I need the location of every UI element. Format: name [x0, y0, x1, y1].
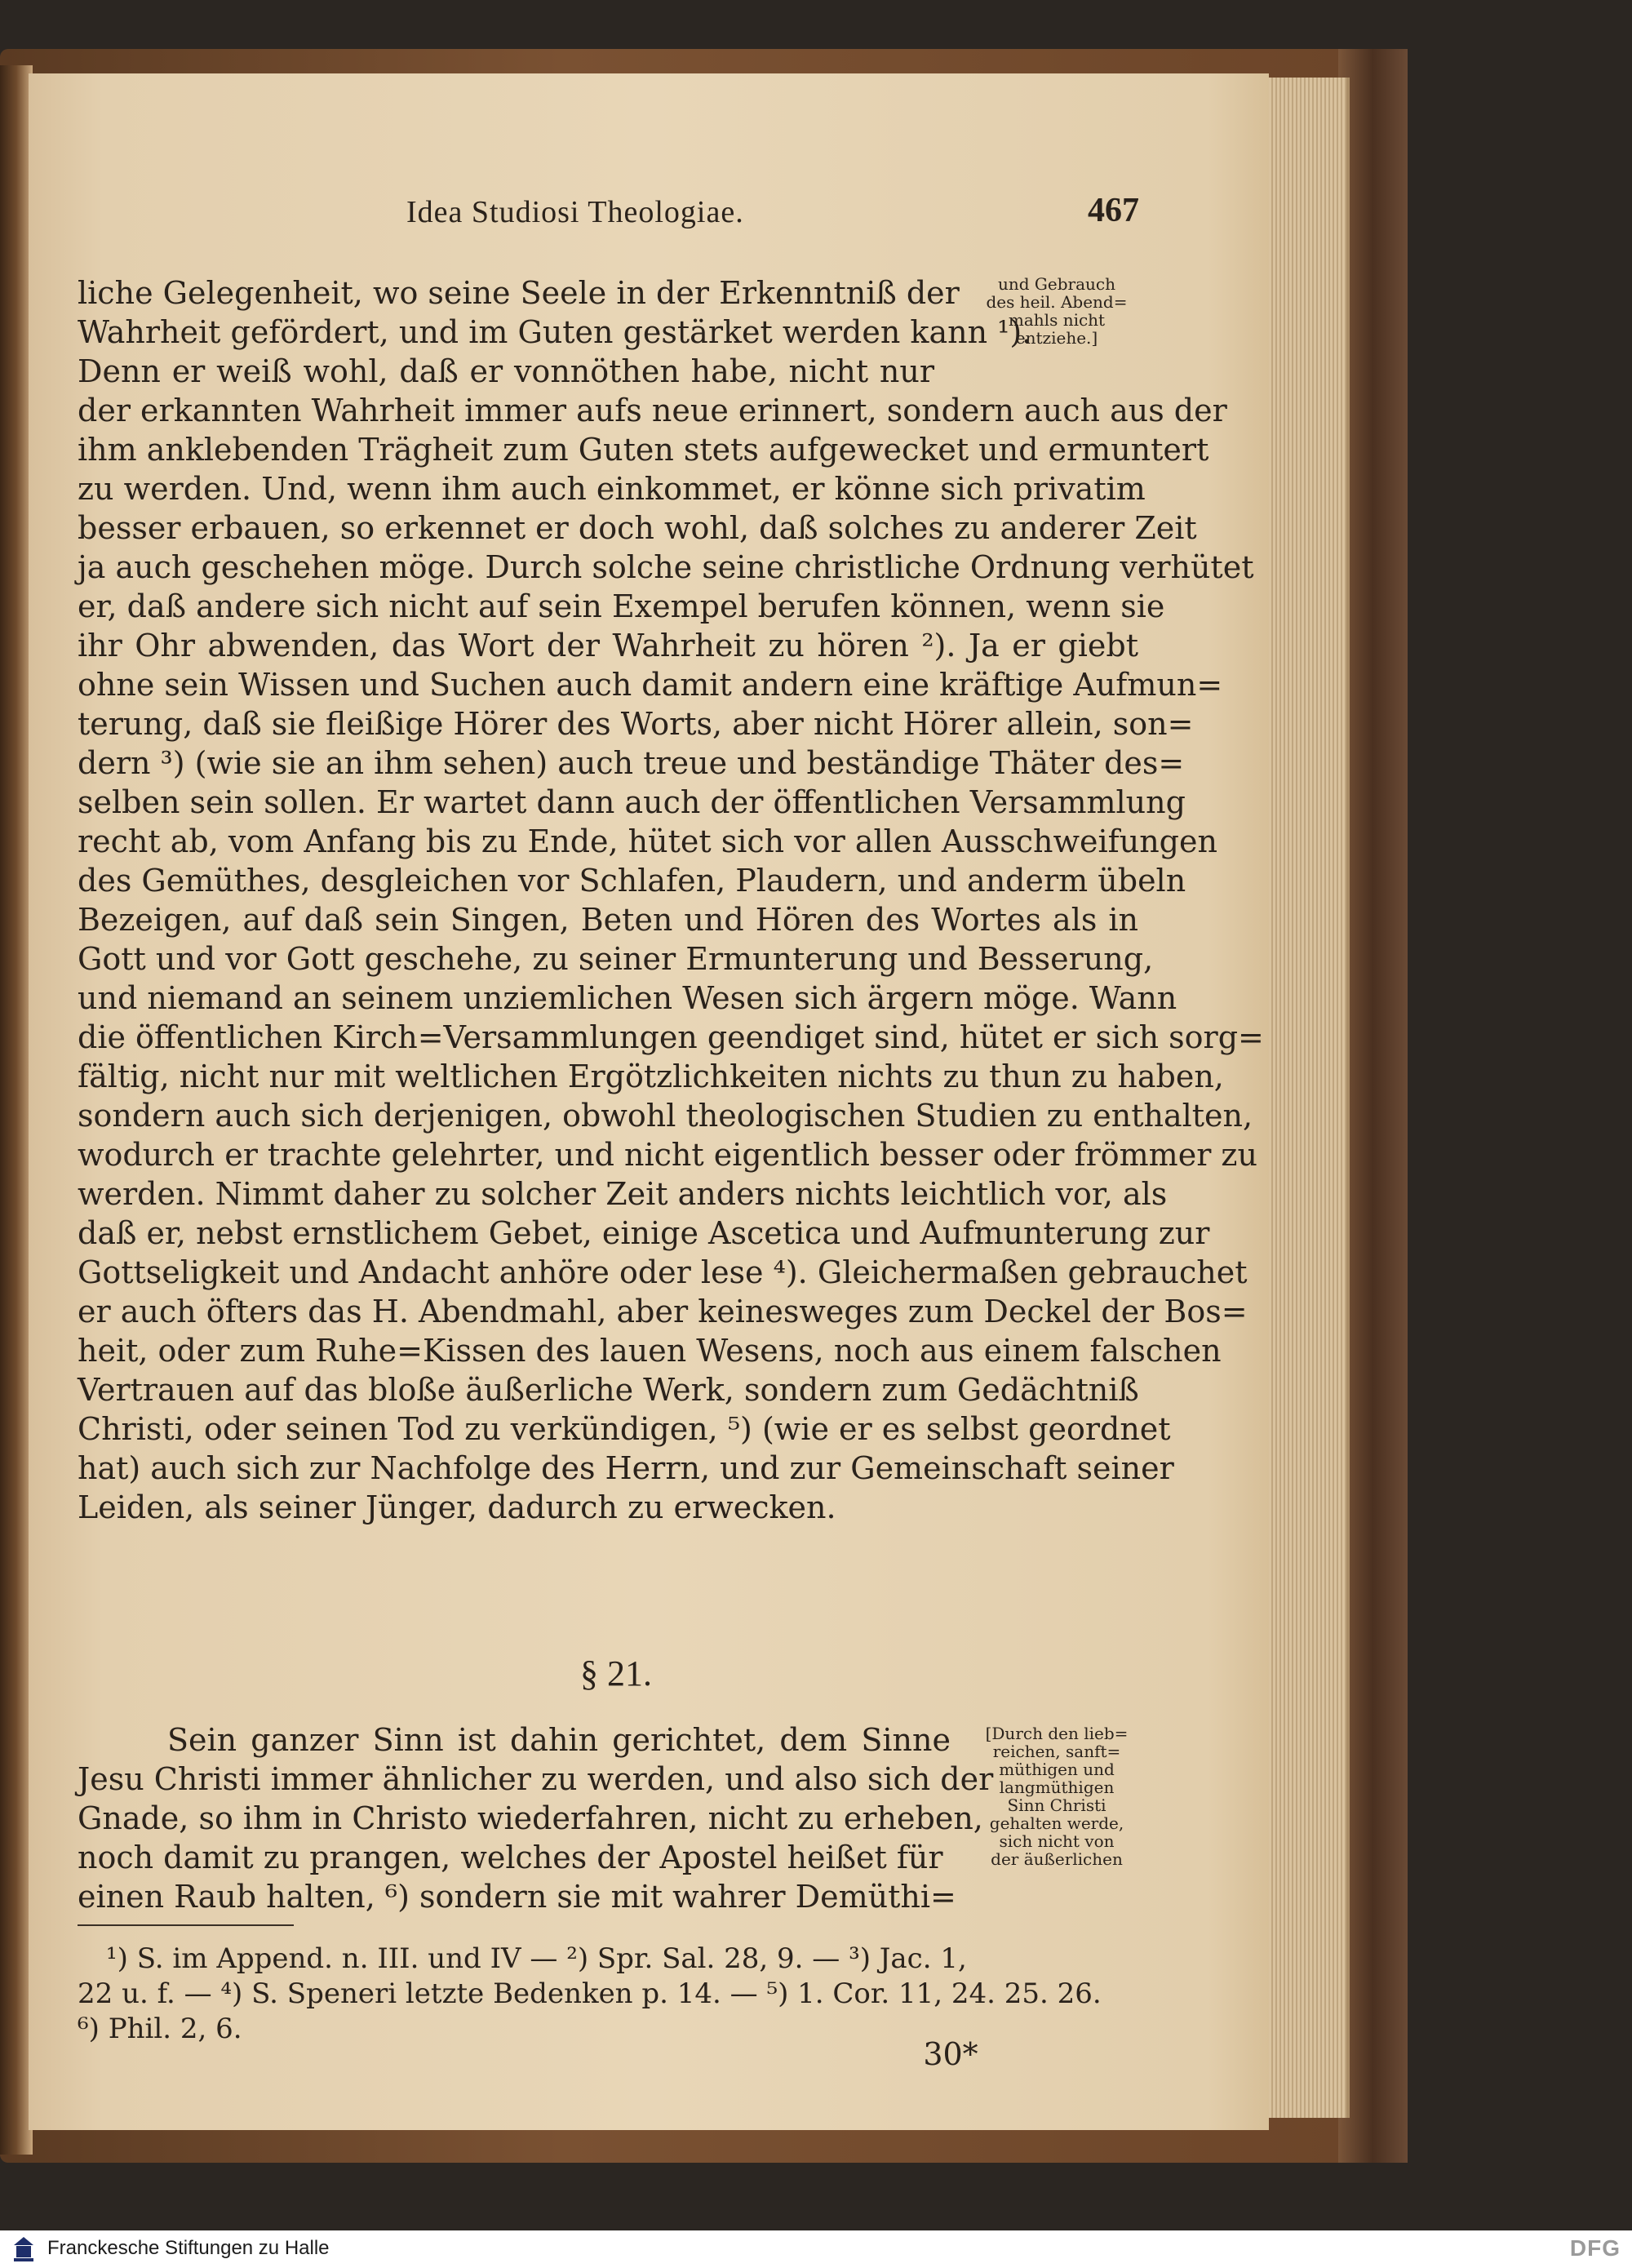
footer-institution: Franckesche Stiftungen zu Halle [47, 2237, 330, 2259]
body-line: sondern auch sich derjenigen, obwohl theologischen Studien zu enthalten, [78, 1098, 1253, 1134]
margin-note-1 [967, 275, 1146, 347]
body-line: Christi, oder seinen Tod zu verkündigen, ⁵) (wie er es selbst geordnet [78, 1411, 1171, 1447]
page-edges [1257, 78, 1350, 2118]
footnote-rule [78, 1924, 294, 1926]
margin-note-line: Sinn Christi [1007, 1795, 1106, 1815]
body-line: ja auch geschehen möge. Durch solche seine christliche Ordnung verhütet [78, 549, 1254, 585]
section-line: Jesu Christi immer ähnlicher zu werden, und also sich der [78, 1761, 994, 1797]
section-heading: § 21. [580, 1653, 652, 1693]
body-line: Vertrauen auf das bloße äußerliche Werk, sondern zum Gedächtniß [78, 1372, 1139, 1408]
footnote-line: ⁶) Phil. 2, 6. [78, 2013, 242, 2045]
body-line: Gott und vor Gott geschehe, zu seiner Ermunterung und Besserung, [78, 941, 1154, 977]
body-line: recht ab, vom Anfang bis zu Ende, hütet sich vor allen Ausschweifungen [78, 823, 1217, 859]
margin-note-line: langmüthigen [999, 1778, 1115, 1797]
margin-note-line: und Gebrauch [998, 274, 1115, 294]
body-line: der erkannten Wahrheit immer aufs neue erinnert, sondern auch aus der [78, 393, 1227, 428]
running-head [406, 188, 1139, 237]
body-line: besser erbauen, so erkennet er doch wohl, daß solches zu anderer Zeit [78, 510, 1197, 546]
margin-note-line: mahls nicht [1008, 310, 1106, 330]
section-line: noch damit zu prangen, welches der Apostel heißet für [78, 1840, 943, 1875]
viewer-footer [0, 2230, 1632, 2268]
body-line: Leiden, als seiner Jünger, dadurch zu erwecken. [78, 1489, 836, 1525]
body-line: ihr Ohr abwenden, das Wort der Wahrheit zu hören ²). Ja er giebt [78, 628, 1138, 664]
body-line: wodurch er trachte gelehrter, und nicht eigentlich besser oder frömmer zu [78, 1137, 1257, 1173]
body-line: Wahrheit gefördert, und im Guten gestärket werden kann ¹). [78, 314, 1032, 350]
margin-note-line: gehalten werde, [989, 1813, 1124, 1833]
running-head-title: Idea Studiosi Theologiae. [406, 195, 744, 229]
body-line: daß er, nebst ernstlichem Gebet, einige Ascetica und Aufmunterung zur [78, 1215, 1210, 1251]
section-line: Sein ganzer Sinn ist dahin gerichtet, dem Sinne [167, 1722, 951, 1758]
margin-note-line: sich nicht von [999, 1831, 1115, 1851]
body-line: er, daß andere sich nicht auf sein Exempel berufen können, wenn sie [78, 588, 1165, 624]
book-spine [0, 65, 33, 2155]
page-number: 467 [1088, 192, 1139, 229]
margin-note-line: [Durch den lieb= [985, 1724, 1129, 1743]
body-line: heit, oder zum Ruhe=Kissen des lauen Wesens, noch aus einem falschen [78, 1333, 1222, 1369]
body-line: des Gemüthes, desgleichen vor Schlafen, Plaudern, und anderm übeln [78, 863, 1186, 899]
body-line: liche Gelegenheit, wo seine Seele in der Erkenntniß der [78, 275, 960, 311]
body-line: selben sein sollen. Er wartet dann auch der öffentlichen Versammlung [78, 784, 1186, 820]
body-line: ihm anklebenden Trägheit zum Guten stets aufgewecket und ermuntert [78, 432, 1209, 468]
institution-logo-icon [11, 2235, 36, 2263]
margin-note-line: des heil. Abend= [986, 292, 1128, 312]
margin-note-line: entziehe.] [1015, 328, 1098, 348]
body-line: dern ³) (wie sie an ihm sehen) auch treue und beständige Thäter des= [78, 745, 1185, 781]
footer-dfg-logo: DFG [1569, 2235, 1621, 2261]
body-line: fältig, nicht nur mit weltlichen Ergötzlichkeiten nichts zu thun zu haben, [78, 1059, 1224, 1094]
footnote-line: 22 u. f. — ⁴) S. Speneri letzte Bedenken p. 14. — ⁵) 1. Cor. 11, 24. 25. 26. [78, 1977, 1102, 2010]
body-line: werden. Nimmt daher zu solcher Zeit anders nichts leichtlich vor, als [78, 1176, 1168, 1212]
body-line: Gottseligkeit und Andacht anhöre oder lese ⁴). Gleichermaßen gebrauchet [78, 1254, 1248, 1290]
book-page [29, 73, 1269, 2130]
body-line: er auch öfters das H. Abendmahl, aber keinesweges zum Deckel der Bos= [78, 1294, 1248, 1329]
body-line: terung, daß sie fleißige Hörer des Worts, aber nicht Hörer allein, son= [78, 706, 1194, 742]
signature-mark: 30* [923, 2036, 978, 2072]
section-line: Gnade, so ihm in Christo wiederfahren, nicht zu erheben, [78, 1800, 983, 1836]
body-line: die öffentlichen Kirch=Versammlungen geendiget sind, hütet er sich sorg= [78, 1019, 1264, 1055]
footnote-line: ¹) S. im Append. n. III. und IV — ²) Spr. Sal. 28, 9. — ³) Jac. 1, [106, 1942, 967, 1975]
body-line: zu werden. Und, wenn ihm auch einkommet, er könne sich privatim [78, 471, 1146, 507]
section-line: einen Raub halten, ⁶) sondern sie mit wahrer Demüthi= [78, 1879, 956, 1915]
body-line: hat) auch sich zur Nachfolge des Herrn, und zur Gemeinschaft seiner [78, 1450, 1174, 1486]
body-line: Bezeigen, auf daß sein Singen, Beten und Hören des Wortes als in [78, 902, 1138, 938]
body-line: ohne sein Wissen und Suchen auch damit andern eine kräftige Aufmun= [78, 667, 1223, 703]
margin-note-line: müthigen und [999, 1760, 1115, 1779]
margin-note-line: reichen, sanft= [992, 1742, 1121, 1761]
body-line: und niemand an seinem unziemlichen Wesen sich ärgern möge. Wann [78, 980, 1177, 1016]
body-line: Denn er weiß wohl, daß er vonnöthen habe, nicht nur [78, 353, 934, 389]
margin-note-2 [967, 1724, 1146, 1868]
margin-note-line: der äußerlichen [991, 1849, 1123, 1869]
